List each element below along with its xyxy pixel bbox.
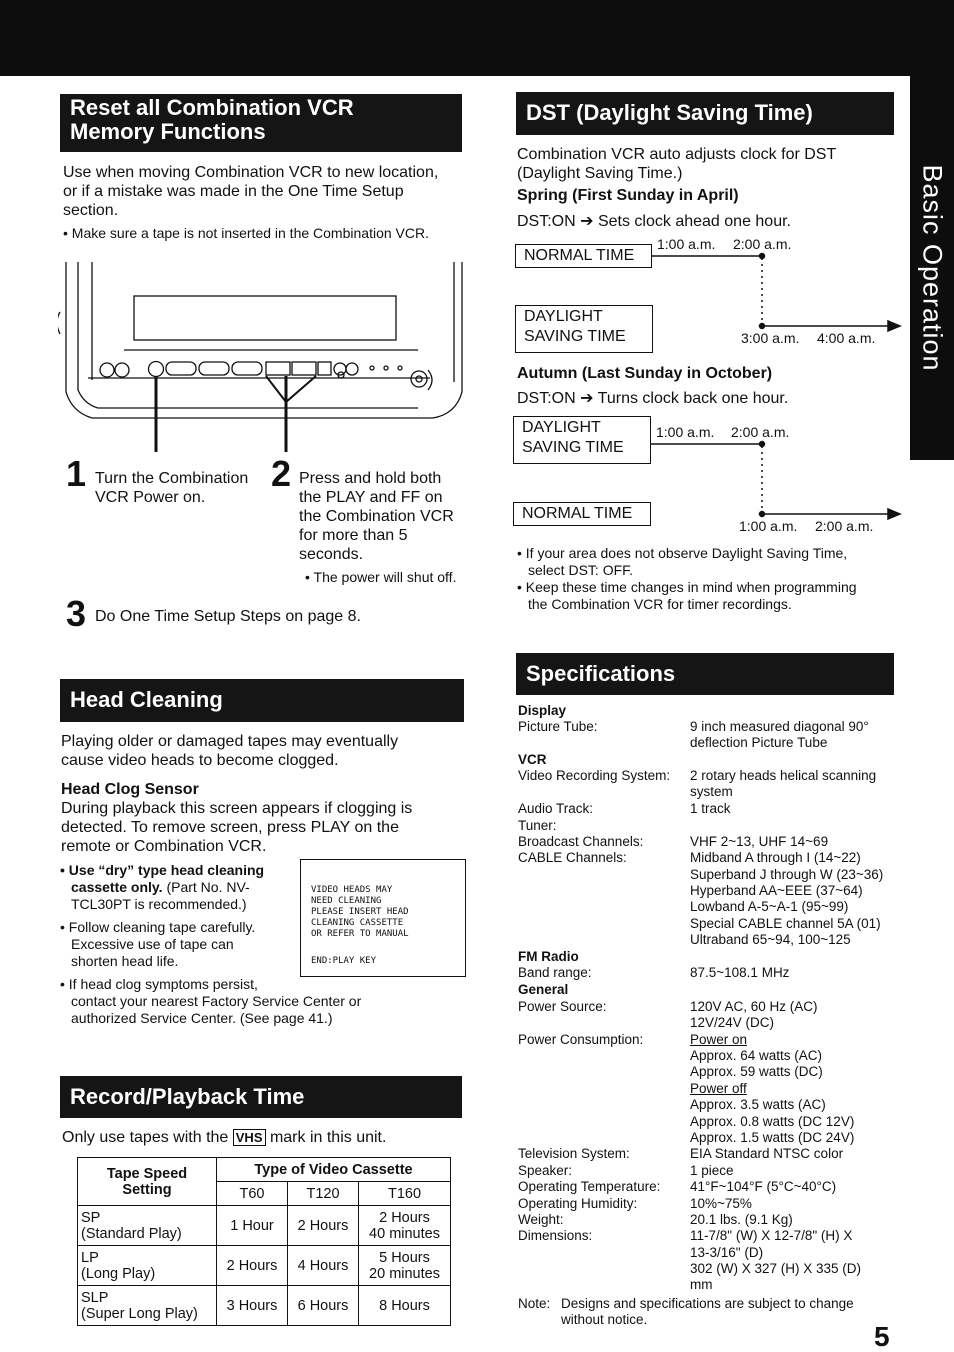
spec-value: Approx. 3.5 watts (AC) [690,1097,826,1112]
header-line: Setting [122,1181,172,1198]
speed-name: SLP [81,1289,109,1306]
step2-line: seconds. [299,546,364,563]
spec-group-heading: FM Radio [518,949,579,964]
spring-text: DST:ON ➔ Sets clock ahead one hour. [517,213,791,230]
time-cell [359,1206,451,1246]
normal-time-box-autumn: NORMAL TIME [513,502,651,526]
step2-note: • The power will shut off. [305,569,457,585]
head-clog-line: remote or Combination VCR. [61,838,267,855]
spec-note: Designs and specifications are subject to change [561,1296,854,1311]
reset-intro-line: Use when moving Combination VCR to new location, [63,164,439,181]
time-label: 3:00 a.m. [741,330,800,346]
spec-note-label: Note: [518,1296,551,1311]
time-line: 2 Hours [379,1209,430,1226]
time-cell [359,1246,451,1286]
tape-time-table [77,1157,451,1326]
specifications-title: Specifications [516,653,894,695]
dst-intro-line: Combination VCR auto adjusts clock for DST [517,146,837,163]
box-line: SAVING TIME [524,328,626,345]
spec-value: system [690,784,733,799]
step2-text [299,469,454,564]
daylight-time-box-autumn [513,416,651,464]
speed-cell [78,1246,217,1286]
record-intro-text: Only use tapes with the [62,1129,229,1146]
dst-intro-line: (Daylight Saving Time.) [517,165,683,182]
spec-value: Midband A through I (14~22) [690,850,861,865]
step1-line: Turn the Combination [95,470,249,487]
head-clog-text [61,799,412,856]
spec-value: 20.1 lbs. (9.1 Kg) [690,1212,793,1227]
head-clog-screen [300,859,466,977]
step1-text [95,469,248,507]
screen-line: VIDEO HEADS MAY [311,885,393,895]
spec-label: Audio Track: [518,801,594,816]
spec-value: VHF 2~13, UHF 14~69 [690,834,829,849]
spec-value: 9 inch measured diagonal 90° [690,719,869,734]
spec-label: Weight: [518,1212,564,1227]
speed-name: SP [81,1209,101,1226]
dst-note-line: select DST: OFF. [528,562,634,578]
dst-title: DST (Daylight Saving Time) [516,92,894,135]
spec-value: 12V/24V (DC) [690,1015,775,1030]
autumn-timeline [640,430,905,530]
table-row [78,1246,451,1286]
section-tab-label: Basic Operation [917,164,948,372]
time-label: 1:00 a.m. [656,424,715,440]
reset-title [60,94,462,152]
reset-intro-line: section. [63,202,119,219]
spec-label: Picture Tube: [518,719,598,734]
spec-value: Ultraband 65~94, 100~125 [690,932,851,947]
bullet-line: • Follow cleaning tape carefully. [60,919,256,935]
col-speed-header [78,1158,217,1206]
bullet-bold: cassette only. [71,879,163,895]
cassette-header: T60 [217,1182,288,1206]
box-line: DAYLIGHT [524,308,603,325]
step2-line: the Combination VCR [299,508,454,525]
bullet-line: Excessive use of tape can [71,936,234,952]
step2-line: the PLAY and FF on [299,489,443,506]
autumn-heading: Autumn (Last Sunday in October) [517,365,773,382]
step3-text: Do One Time Setup Steps on page 8. [95,608,361,625]
spec-label: Tuner: [518,818,557,833]
screen-line: CLEANING CASSETTE [311,918,404,928]
time-label: 1:00 a.m. [739,518,798,534]
normal-time-box: NORMAL TIME [515,244,652,268]
speed-cell [78,1206,217,1246]
screen-line: PLEASE INSERT HEAD [311,907,409,917]
spec-value: 10%~75% [690,1196,752,1211]
spec-label: Operating Temperature: [518,1179,661,1194]
vhs-logo: VHS [233,1129,266,1146]
dst-note-line: • If your area does not observe Daylight Saving Time, [517,545,848,561]
spec-label: Dimensions: [518,1228,593,1243]
spec-value: 302 (W) X 327 (H) X 335 (D) [690,1261,862,1276]
time-line: 5 Hours [379,1249,430,1266]
table-row [78,1206,451,1246]
reset-intro [63,163,438,220]
time-cell: 4 Hours [288,1246,359,1286]
time-cell: 6 Hours [288,1286,359,1326]
bullet-line: authorized Service Center. (See page 41.) [71,1010,333,1026]
spec-value: 41°F~104°F (5°C~40°C) [690,1179,837,1194]
spec-group-heading: VCR [518,752,547,767]
spec-value: Lowband A-5~A-1 (95~99) [690,899,849,914]
spec-note: without notice. [561,1312,648,1327]
time-label: 2:00 a.m. [733,236,792,252]
step2-line: Press and hold both [299,470,442,487]
spec-value: 11-7/8" (W) X 12-7/8" (H) X [690,1228,853,1243]
cassette-header: T160 [359,1182,451,1206]
step2-number: 2 [271,453,292,494]
daylight-time-box [515,305,653,353]
dst-note-line: the Combination VCR for timer recordings. [528,596,792,612]
spec-value: Hyperband AA~EEE (37~64) [690,883,863,898]
time-label: 2:00 a.m. [731,424,790,440]
time-cell: 1 Hour [217,1206,288,1246]
head-clog-line: detected. To remove screen, press PLAY on the [61,819,399,836]
head-clog-line: During playback this screen appears if clogging is [61,800,413,817]
screen-line: NEED CLEANING [311,896,382,906]
speed-name: LP [81,1249,99,1266]
dst-notes [517,545,857,613]
autumn-text: DST:ON ➔ Turns clock back one hour. [517,390,789,407]
head-cleaning-intro [61,732,398,770]
time-cell: 8 Hours [359,1286,451,1326]
spec-value: Superband J through W (23~36) [690,867,884,882]
speed-full: (Standard Play) [81,1225,182,1242]
bullet-line: TCL30PT is recommended.) [71,896,247,912]
bullet-line: • Use “dry” type head cleaning [60,862,265,878]
step1-number: 1 [66,453,87,494]
reset-note: • Make sure a tape is not inserted in the Combination VCR. [63,225,429,241]
step1-line: VCR Power on. [95,489,206,506]
spec-label: Television System: [518,1146,630,1161]
speed-full: (Super Long Play) [81,1305,198,1322]
time-label: 4:00 a.m. [817,330,876,346]
section-tab [910,76,954,460]
time-label: 1:00 a.m. [657,236,716,252]
time-cell: 2 Hours [288,1206,359,1246]
spec-label: Operating Humidity: [518,1196,638,1211]
head-cleaning-title: Head Cleaning [60,679,464,722]
vcr-panel-illustration [58,252,470,452]
head-cleaning-intro-line: cause video heads to become clogged. [61,752,339,769]
reset-title-line2: Memory Functions [70,119,266,144]
spec-label: Speaker: [518,1163,573,1178]
spec-subheading: Power off [690,1081,747,1096]
spec-label: Broadcast Channels: [518,834,644,849]
spec-label: Band range: [518,965,592,980]
box-line: DAYLIGHT [522,419,601,436]
box-line: SAVING TIME [522,439,624,456]
spec-label: CABLE Channels: [518,850,627,865]
col-type-header: Type of Video Cassette [217,1158,451,1182]
spec-label: Power Consumption: [518,1032,644,1047]
table-row [78,1286,451,1326]
screen-line: OR REFER TO MANUAL [311,929,409,939]
page-number: 5 [874,1321,890,1352]
time-cell: 2 Hours [217,1246,288,1286]
cassette-header: T120 [288,1182,359,1206]
spec-list [518,703,908,1333]
bullet-line: shorten head life. [71,953,179,969]
screen-line: END:PLAY KEY [311,956,377,966]
spec-value: 120V AC, 60 Hz (AC) [690,999,818,1014]
spec-value: deflection Picture Tube [690,735,828,750]
spec-value: Approx. 0.8 watts (DC 12V) [690,1114,855,1129]
head-cleaning-intro-line: Playing older or damaged tapes may eventually [61,733,399,750]
bullet-text: (Part No. NV- [162,879,250,895]
spec-value: Approx. 1.5 watts (DC 24V) [690,1130,855,1145]
time-cell: 3 Hours [217,1286,288,1326]
dst-note-line: • Keep these time changes in mind when programming [517,579,857,595]
bullet-line: • If head clog symptoms persist, [60,976,258,992]
step2-line: for more than 5 [299,527,408,544]
step3-number: 3 [66,593,87,634]
spec-group-heading: General [518,982,569,997]
spec-value: mm [690,1277,713,1292]
spec-value: EIA Standard NTSC color [690,1146,844,1161]
spec-value: 1 track [690,801,731,816]
time-line: 40 minutes [369,1225,440,1242]
record-intro [62,1128,386,1147]
spec-group-heading: Display [518,703,567,718]
spec-label: Video Recording System: [518,768,671,783]
spec-label: Power Source: [518,999,607,1014]
record-playback-title: Record/Playback Time [60,1076,462,1118]
spec-value: 1 piece [690,1163,734,1178]
spec-value: Special CABLE channel 5A (01) [690,916,881,931]
reset-intro-line: or if a mistake was made in the One Time Setup [63,183,404,200]
dst-intro [517,145,836,183]
reset-title-line1: Reset all Combination VCR [70,95,354,120]
time-line: 20 minutes [369,1265,440,1282]
spec-value: Approx. 59 watts (DC) [690,1064,823,1079]
spec-value: 87.5~108.1 MHz [690,965,790,980]
spec-value: 2 rotary heads helical scanning [690,768,877,783]
speed-full: (Long Play) [81,1265,156,1282]
record-intro-text: mark in this unit. [269,1129,387,1146]
spec-value: Approx. 64 watts (AC) [690,1048,823,1063]
bullet-line: contact your nearest Factory Service Center or [71,993,362,1009]
spring-heading: Spring (First Sunday in April) [517,187,739,204]
spec-subheading: Power on [690,1032,748,1047]
time-label: 2:00 a.m. [815,518,874,534]
head-clog-sensor-heading: Head Clog Sensor [61,781,199,798]
spec-value: 13-3/16" (D) [690,1245,764,1260]
header-line: Tape Speed [106,1165,188,1182]
speed-cell [78,1286,217,1326]
top-bar [0,0,954,76]
